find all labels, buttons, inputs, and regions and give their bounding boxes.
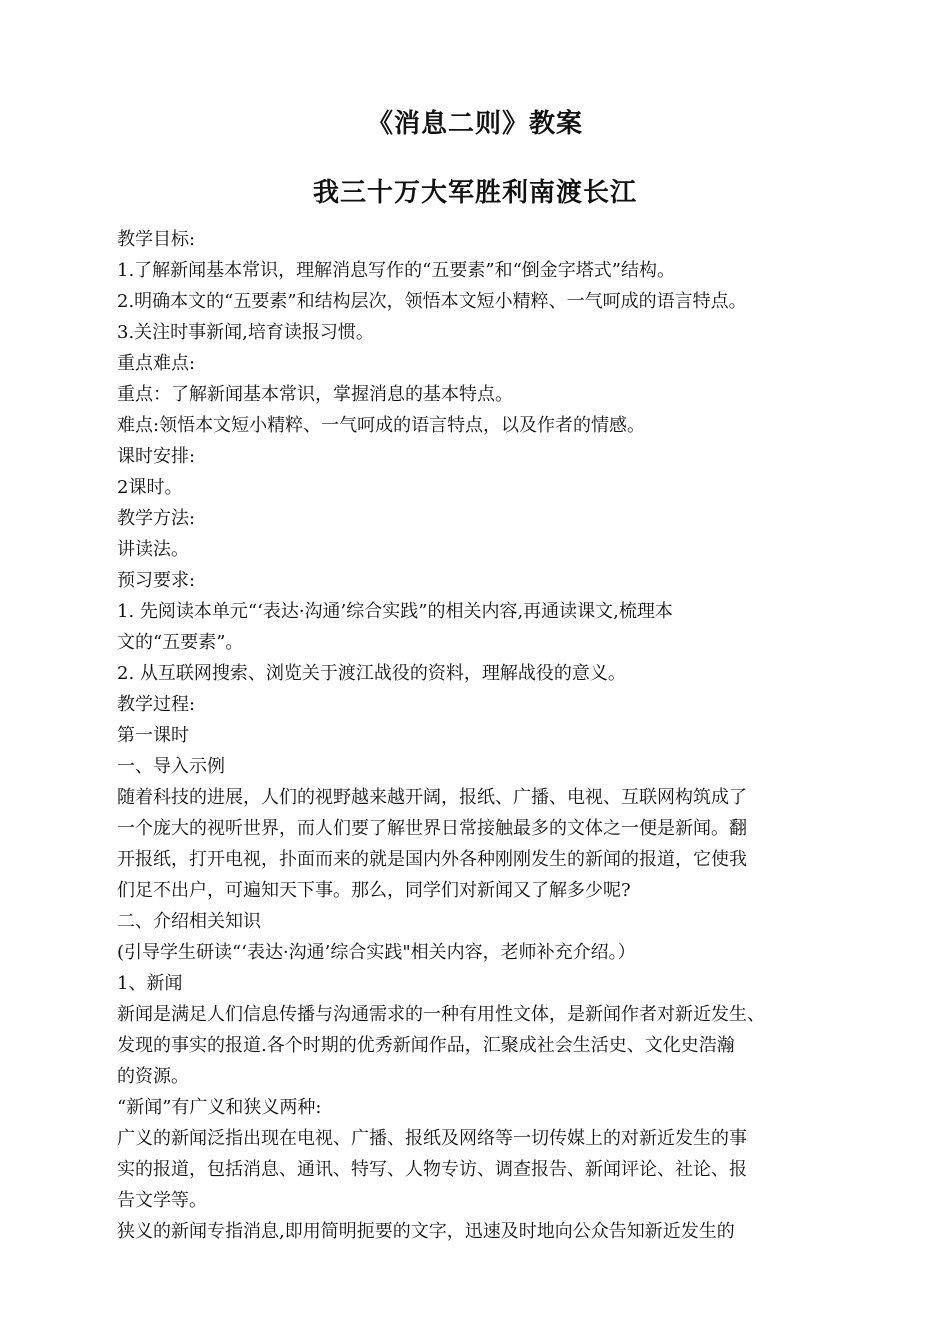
- objective-item-1: 1.了解新闻基本常识，理解消息写作的“五要素”和“倒金字塔式”结构。: [117, 260, 675, 281]
- paragraph-line: (引导学生研读“‘表达·沟通’综合实践"相关内容，老师补充介绍。）: [117, 942, 636, 963]
- paragraph-line: “新闻”有广义和狭义两种:: [117, 1097, 322, 1118]
- paragraph-line: 随着科技的进展，人们的视野越来越开阔，报纸、广播、电视、互联网构筑成了: [117, 787, 747, 808]
- document-subtitle: 我三十万大军胜利南渡长江: [312, 178, 637, 208]
- key-point-difficulty: 难点:领悟本文短小精粹、一气呵成的语言特点，以及作者的情感。: [117, 415, 646, 436]
- section-heading-process: 教学过程:: [117, 694, 196, 715]
- section-heading-key-points: 重点难点:: [117, 353, 196, 374]
- preview-item-2: 2. 从互联网搜索、浏览关于渡江战役的资料，理解战役的意义。: [117, 663, 626, 684]
- paragraph-line: 实的报道，包括消息、通讯、特写、人物专访、调查报告、新闻评论、社论、报: [117, 1159, 747, 1180]
- method-text: 讲读法。: [117, 539, 189, 560]
- paragraph-line: 一个庞大的视听世界，而人们要了解世界日常接触最多的文体之一便是新闻。翻: [117, 818, 747, 839]
- section-heading-method: 教学方法:: [117, 508, 196, 529]
- paragraph-line: 的资源。: [117, 1066, 189, 1087]
- paragraph-line: 们足不出户，可遍知天下事。那么，同学们对新闻又了解多少呢?: [117, 880, 631, 901]
- paragraph-line: 广义的新闻泛指出现在电视、广播、报纸及网络等一切传媒上的对新近发生的事: [117, 1128, 747, 1149]
- lesson-heading-first: 第一课时: [117, 725, 189, 746]
- paragraph-line: 新闻是满足人们信息传播与沟通需求的一种有用性文体，是新闻作者对新近发生、: [117, 1004, 765, 1025]
- paragraph-line: 告文学等。: [117, 1190, 207, 1211]
- subsection-heading-intro: 一、导入示例: [117, 756, 225, 777]
- subsection-heading-knowledge: 二、介绍相关知识: [117, 911, 261, 932]
- schedule-text: 2课时。: [117, 477, 183, 498]
- paragraph-line: 发现的事实的报道.各个时期的优秀新闻作品，汇聚成社会生活史、文化史浩瀚: [117, 1035, 735, 1056]
- paragraph-line: 开报纸，打开电视，扑面而来的就是国内外各种刚刚发生的新闻的报道，它使我: [117, 849, 747, 870]
- objective-item-2: 2.明确本文的“五要素”和结构层次，领悟本文短小精粹、一气呵成的语言特点。: [117, 291, 747, 312]
- preview-item-1: 1. 先阅读本单元“‘表达·沟通’综合实践”的相关内容,再通读课文,梳理本: [117, 601, 673, 622]
- subsection-heading-news: 1、新闻: [117, 973, 183, 994]
- paragraph-line: 狭义的新闻专指消息,即用简明扼要的文字，迅速及时地向公众告知新近发生的: [117, 1221, 735, 1242]
- section-heading-preview: 预习要求:: [117, 570, 196, 591]
- section-heading-objectives: 教学目标:: [117, 229, 196, 250]
- key-point-focus: 重点：了解新闻基本常识，掌握消息的基本特点。: [117, 384, 513, 405]
- document-body: [117, 224, 857, 1247]
- preview-item-1-continued: 文的“五要素”。: [117, 632, 244, 653]
- document-title: 《消息二则》教案: [366, 109, 583, 139]
- objective-item-3: 3.关注时事新闻,培育读报习惯。: [117, 322, 374, 343]
- section-heading-schedule: 课时安排:: [117, 446, 196, 467]
